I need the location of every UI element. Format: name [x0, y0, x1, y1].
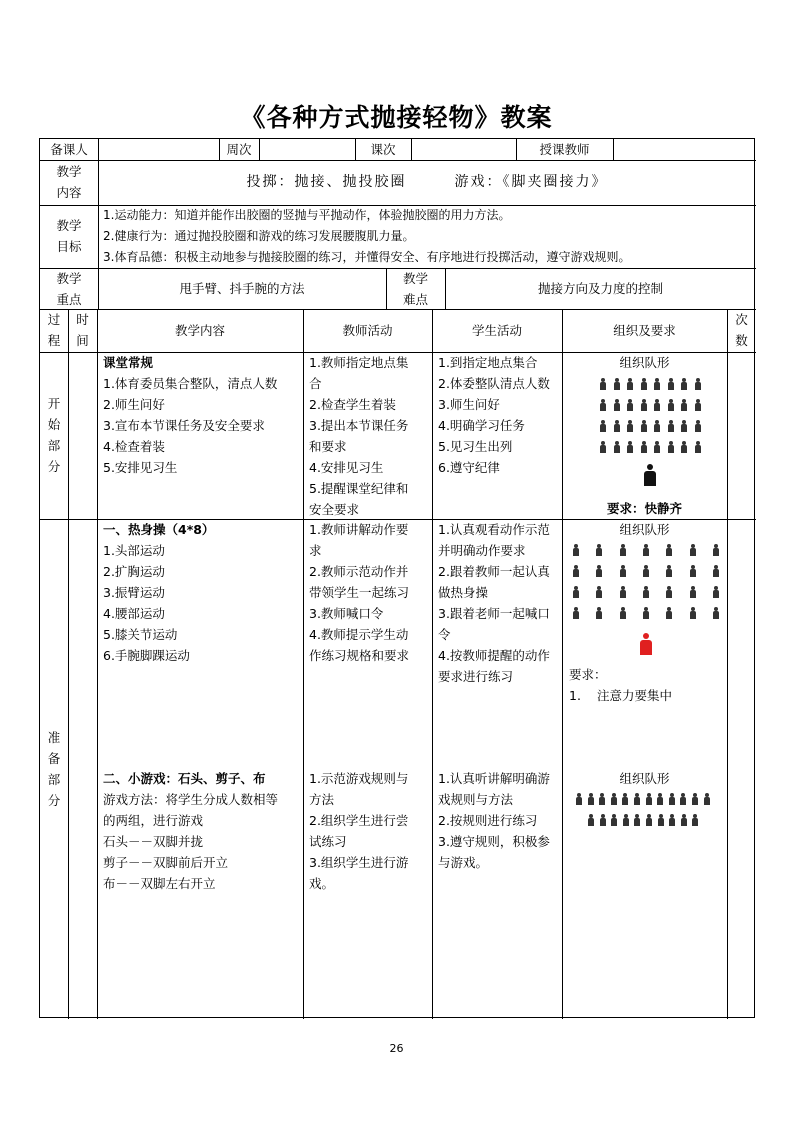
student-figure-icon	[694, 441, 702, 453]
start-student-activity: 1.到指定地点集合 2.体委整队清点人数 3.师生问好 4.明确学习任务 5.见习生出列 6.遵守纪律	[438, 355, 550, 475]
student-figure-icon	[656, 793, 664, 805]
student-figure-icon	[575, 793, 583, 805]
warmup-req-num: 1.	[569, 688, 581, 703]
lesson-value	[411, 139, 516, 160]
student-figure-icon	[626, 378, 634, 390]
student-figure-icon	[689, 586, 697, 598]
student-figure-icon	[653, 441, 661, 453]
content-label: 教学 内容	[56, 164, 82, 200]
page-number: 26	[389, 1042, 404, 1055]
student-figure-icon	[640, 441, 648, 453]
student-figure-icon	[599, 420, 607, 432]
student-figure-icon	[642, 586, 650, 598]
student-figure-icon	[642, 607, 650, 619]
student-figure-icon	[599, 814, 607, 826]
preparer-value	[98, 139, 219, 160]
student-figure-icon	[610, 814, 618, 826]
teacher-figure-icon	[644, 464, 656, 486]
student-figure-icon	[613, 441, 621, 453]
difficulty-label: 教学 难点	[402, 271, 428, 307]
warmup-teacher-activity: 1.教师讲解动作要 求 2.教师示范动作并 带领学生一起练习 3.教师喊口令 4.教师提示学生动 作练习规格和要求	[309, 522, 410, 663]
student-figure-icon	[680, 420, 688, 432]
student-figure-icon	[626, 399, 634, 411]
student-figure-icon	[665, 607, 673, 619]
student-figure-icon	[626, 420, 634, 432]
goal-item: 1.运动能力：知道并能作出胶圈的竖抛与平抛动作，体验抛胶圈的用力方法。	[103, 208, 511, 222]
start-org-title: 组织队形	[619, 355, 670, 370]
student-figure-icon	[599, 378, 607, 390]
student-figure-icon	[619, 586, 627, 598]
student-figure-icon	[642, 544, 650, 556]
student-figure-icon	[667, 420, 675, 432]
student-figure-icon	[689, 544, 697, 556]
student-figure-icon	[613, 399, 621, 411]
student-figure-icon	[694, 378, 702, 390]
week-value	[259, 139, 355, 160]
student-figure-icon	[694, 399, 702, 411]
student-figure-icon	[680, 399, 688, 411]
warmup-org-title: 组织队形	[619, 522, 670, 537]
start-requirement: 要求：快静齐	[606, 501, 682, 516]
student-figure-icon	[665, 586, 673, 598]
key-point-value: 甩手臂、抖手腕的方法	[179, 281, 305, 296]
student-figure-icon	[712, 544, 720, 556]
student-figure-icon	[679, 793, 687, 805]
game-org-title: 组织队形	[619, 771, 670, 786]
student-figure-icon	[619, 565, 627, 577]
student-figure-icon	[640, 420, 648, 432]
game-content: 二、小游戏：石头、剪子、布 游戏方法：将学生分成人数相等 的两组，进行游戏 石头－－双脚并拢 剪子－－双脚前后开立 布－－双脚左右开立	[103, 771, 279, 891]
student-figure-icon	[668, 793, 676, 805]
teacher-figure-icon	[640, 633, 652, 655]
student-figure-icon	[653, 420, 661, 432]
teacher-label: 授课教师	[539, 142, 590, 157]
goal-item: 3.体育品德：积极主动地参与抛接胶圈的练习，并懂得安全、有序地进行投掷活动，遵守游戏规则。	[103, 250, 631, 264]
student-figure-icon	[657, 814, 665, 826]
student-figure-icon	[694, 420, 702, 432]
student-figure-icon	[703, 793, 711, 805]
warmup-student-activity: 1.认真观看动作示范 并明确动作要求 2.跟着教师一起认真 做热身操 3.跟着老师一起喊口 令 4.按教师提醒的动作 要求进行练习	[438, 522, 550, 684]
col-count: 次 数	[735, 312, 748, 348]
student-figure-icon	[587, 814, 595, 826]
student-figure-icon	[667, 399, 675, 411]
student-figure-icon	[640, 399, 648, 411]
student-figure-icon	[689, 565, 697, 577]
student-figure-icon	[691, 793, 699, 805]
student-figure-icon	[665, 544, 673, 556]
game-student-activity: 1.认真听讲解明确游 戏规则与方法 2.按规则进行练习 3.遵守规则，积极参 与游戏。	[438, 771, 550, 870]
student-figure-icon	[680, 441, 688, 453]
student-figure-icon	[595, 544, 603, 556]
student-figure-icon	[712, 565, 720, 577]
student-figure-icon	[598, 793, 606, 805]
content-value: 投掷：抛接、抛投胶圈 游戏：《脚夹圈接力》	[246, 174, 608, 190]
preparer-label: 备课人	[50, 142, 88, 157]
warmup-req-text: 注意力要集中	[597, 688, 673, 703]
student-figure-icon	[619, 544, 627, 556]
page-title: 《各种方式抛接轻物》教案	[240, 103, 553, 132]
student-figure-icon	[667, 441, 675, 453]
student-figure-icon	[642, 565, 650, 577]
student-figure-icon	[665, 565, 673, 577]
goal-item: 2.健康行为：通过抛投胶圈和游戏的练习发展腰腹肌力量。	[103, 229, 415, 243]
start-content: 课堂常规 1.体育委员集合整队，清点人数 2.师生问好 3.宣布本节课任务及安全要求 4.检查着装 5.安排见习生	[103, 355, 278, 475]
key-point-label: 教学 重点	[56, 271, 82, 307]
student-figure-icon	[572, 586, 580, 598]
col-teacher: 教师活动	[342, 323, 393, 338]
col-process: 过 程	[47, 312, 61, 348]
student-figure-icon	[712, 586, 720, 598]
student-figure-icon	[667, 378, 675, 390]
student-figure-icon	[599, 441, 607, 453]
warmup-req-label: 要求：	[569, 667, 607, 682]
game-teacher-activity: 1.示范游戏规则与 方法 2.组织学生进行尝 试练习 3.组织学生进行游 戏。	[309, 771, 409, 891]
student-figure-icon	[680, 814, 688, 826]
student-figure-icon	[610, 793, 618, 805]
student-figure-icon	[633, 814, 641, 826]
col-content: 教学内容	[174, 323, 225, 338]
teacher-value	[613, 139, 756, 160]
col-student: 学生活动	[471, 323, 522, 338]
student-figure-icon	[619, 607, 627, 619]
student-figure-icon	[645, 814, 653, 826]
student-figure-icon	[595, 586, 603, 598]
goals-list	[103, 205, 753, 268]
student-figure-icon	[587, 793, 595, 805]
difficulty-value: 抛接方向及力度的控制	[537, 281, 663, 296]
student-figure-icon	[621, 793, 629, 805]
student-figure-icon	[645, 793, 653, 805]
student-figure-icon	[653, 399, 661, 411]
student-figure-icon	[640, 378, 648, 390]
student-figure-icon	[691, 814, 699, 826]
student-figure-icon	[680, 378, 688, 390]
student-figure-icon	[622, 814, 630, 826]
phase-start: 开 始 部 分	[47, 396, 61, 474]
lesson-label: 课次	[370, 142, 396, 157]
student-figure-icon	[626, 441, 634, 453]
start-teacher-activity: 1.教师指定地点集 合 2.检查学生着装 3.提出本节课任务 和要求 4.安排见习生 5.提醒课堂纪律和 安全要求	[309, 355, 409, 517]
phase-prep: 准 备 部 分	[47, 730, 61, 808]
col-org: 组织及要求	[613, 323, 676, 338]
student-figure-icon	[572, 544, 580, 556]
warmup-content: 一、热身操（4*8） 1.头部运动 2.扩胸运动 3.振臂运动 4.腰部运动 5.膝关节运动 6.手腕脚踝运动	[103, 522, 215, 663]
week-label: 周次	[226, 142, 252, 157]
goals-label: 教学 目标	[56, 218, 82, 254]
student-figure-icon	[653, 378, 661, 390]
student-figure-icon	[668, 814, 676, 826]
student-figure-icon	[613, 420, 621, 432]
student-figure-icon	[712, 607, 720, 619]
student-figure-icon	[572, 607, 580, 619]
student-figure-icon	[613, 378, 621, 390]
student-figure-icon	[595, 607, 603, 619]
student-figure-icon	[633, 793, 641, 805]
lesson-plan-table	[39, 138, 755, 1018]
student-figure-icon	[595, 565, 603, 577]
student-figure-icon	[599, 399, 607, 411]
student-figure-icon	[689, 607, 697, 619]
col-time: 时 间	[76, 312, 89, 348]
student-figure-icon	[572, 565, 580, 577]
